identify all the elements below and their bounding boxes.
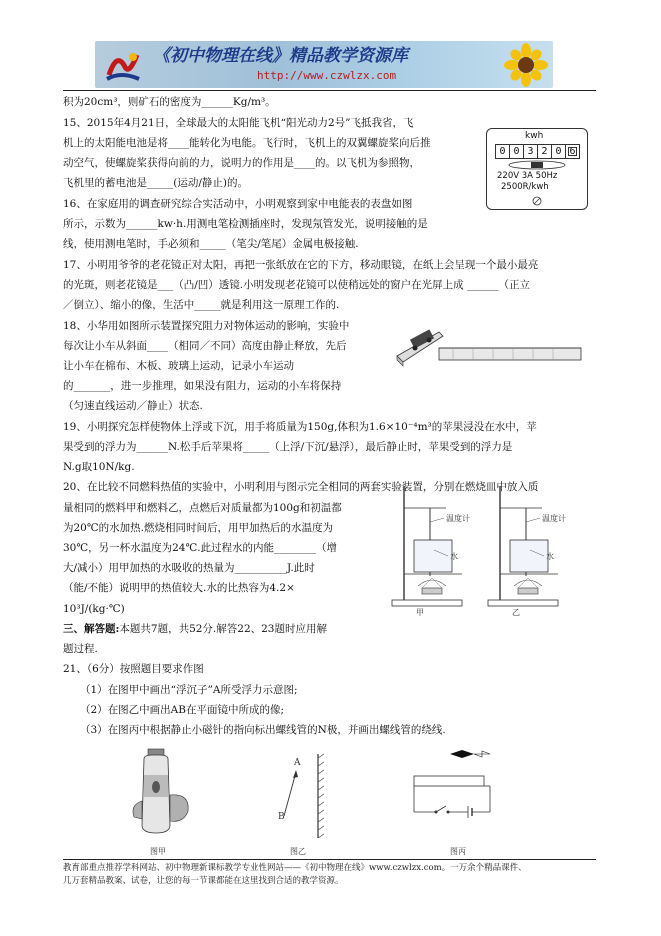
q18-line-1: 18、小华用如图所示装置探究阻力对物体运动的影响，实验中	[63, 320, 350, 332]
q20-line-7: 10³J/(kg·℃)	[63, 603, 125, 615]
banner-title: 《初中物理在线》精品教学资源库	[153, 46, 408, 66]
meter-screw-icon	[531, 195, 543, 207]
q18-line-2: 每次让小车从斜面____（相同／不同）高度由静止释放，先后	[63, 340, 347, 352]
site-logo-icon	[103, 45, 143, 85]
water-label-right: 水	[546, 552, 554, 561]
meter-digit-decimal: 6	[566, 145, 579, 158]
q18-line-5: （匀速直线运动／静止）状态.	[63, 400, 203, 412]
q19-line-2: 果受到的浮力为______N.松手后苹果将_____（上浮/下沉/悬浮），最后静止时，苹果受到的浮力是	[63, 441, 513, 453]
sunflower-icon	[503, 43, 549, 87]
meter-rate: 2500R/kwh	[501, 182, 549, 192]
caption-figure-yi: 图乙	[290, 847, 306, 856]
q21-part-3: （3）在图丙中根据静止小磁针的指向标出螺线管的N极，并画出螺线管的绕线.	[80, 724, 446, 736]
section-3-heading: 三、解答题:	[63, 623, 120, 635]
caption-figure-bing: 图丙	[450, 847, 466, 856]
q20-line-1: 20、在比较不同燃料热值的实验中，小明利用与图示完全相同的两套实验装置，分别在燃烧皿中放入质	[63, 481, 539, 493]
q19-line-3: N.g取10N/kg.	[63, 461, 135, 473]
thermometer-label-left: 温度计	[446, 514, 470, 523]
solenoid-figure	[398, 742, 506, 842]
thermometer-label-right: 温度计	[542, 514, 566, 523]
q15-line-2: 机上的太阳能电池是将____能转化为电能。飞行时，飞机上的双翼螺旋桨向后推	[63, 137, 431, 149]
q20-line-6: （能/不能）说明甲的热值较大.水的比热容为4.2×	[63, 582, 295, 594]
q15-line-1: 15、2015年4月21日，全球最大的太阳能飞机“阳光动力2号”飞抵我省，飞	[63, 117, 414, 129]
q17-line-1: 17、小明用爷爷的老花镜正对太阳，再把一张纸放在它的下方，移动眼镜，在纸上会呈现一个最小最亮	[63, 259, 539, 271]
water-label-left: 水	[450, 552, 458, 561]
diver-bottle-figure	[130, 745, 194, 845]
burner-caption-left: 甲	[416, 608, 424, 617]
q19-line-1: 19、小明探究怎样使物体上浮或下沉，用手将质量为150g,体积为1.6×10⁻⁴m³的苹果浸没在水中，苹	[63, 421, 537, 433]
section-3-intro: 本题共7题，共52分.解答22、23题时应用解	[119, 623, 327, 635]
q21-title: 21、（6分）按照题目要求作图	[63, 663, 204, 675]
burner-right-apparatus	[488, 486, 558, 606]
q16-line-3: 线，使用测电笔时，手必须和_____（笔尖/笔尾）金属电极接触.	[63, 238, 359, 250]
meter-digit: 2	[538, 145, 552, 158]
section-3-line-2: 题过程.	[63, 643, 98, 655]
q18-line-4: 的_______，进一步推理，如果没有阻力，运动的小车将保持	[63, 380, 342, 392]
q18-line-3: 让小车在棉布、木板、玻璃上运动，记录小车运动	[63, 360, 294, 372]
point-a-label: A	[294, 758, 301, 768]
meter-unit: kwh	[525, 131, 544, 141]
q21-part-1: （1）在图甲中画出“浮沉子”A所受浮力示意图;	[80, 684, 298, 696]
q20-line-5: 大/减小）用甲加热的水吸收的热量为__________J.此时	[63, 562, 315, 574]
burner-left-apparatus	[392, 486, 462, 606]
q20-line-3: 为20℃的水加热.燃烧相同时间后，用甲加热后的水温度为	[63, 522, 333, 534]
q20-line-2: 量相同的燃料甲和燃料乙，点燃后对质量都为100g和初温都	[63, 502, 342, 514]
caption-figure-jia: 图甲	[150, 847, 166, 856]
banner-url: http://www.czwlzx.com	[257, 69, 397, 82]
footer-rule	[63, 859, 596, 860]
q15-line-3: 动空气，使螺旋桨获得向前的力，说明力的作用是____的。以飞机为参照物，	[63, 157, 420, 169]
section-3-heading-line	[63, 624, 327, 635]
electric-meter-figure	[486, 128, 588, 210]
meter-digits	[495, 144, 580, 159]
q15-line-4: 飞机里的蓄电池是_____(运动/静止)的。	[63, 177, 248, 189]
q17-line-2: 的光斑，则老花镜是___（凸/凹）透镜.小明发现老花镜可以使稍远处的窗户在光屏上成 ______（正立	[63, 279, 530, 291]
meter-digit: 0	[510, 145, 524, 158]
text-line-1: 积为20cm³，则矿石的密度为______Kg/m³。	[63, 96, 276, 108]
meter-digit: 3	[524, 145, 538, 158]
meter-spec: 220V 3A 50Hz	[497, 171, 558, 181]
meter-dial-icon	[507, 160, 567, 170]
q17-line-3: ／倒立）、缩小的像，生活中_____就是利用这一原理工作的.	[63, 299, 340, 311]
meter-digit: 0	[552, 145, 566, 158]
header-banner	[95, 41, 553, 88]
ramp-cart-figure	[393, 322, 585, 370]
burner-caption-right: 乙	[512, 608, 520, 617]
q16-line-2: 所示，示数为______kw·h.用测电笔检测插座时，发现氖管发光，说明接触的是	[63, 218, 428, 230]
mirror-figure	[270, 750, 340, 842]
footer-line-1: 教育部重点推荐学科网站、初中物理新课标教学专业性网站——《初中物理在线》www.czwlzx.com。一万余个精品课件、	[63, 863, 527, 873]
q21-part-2: （2）在图乙中画出AB在平面镜中所成的像;	[80, 704, 285, 716]
header-rule	[63, 90, 596, 91]
q20-line-4: 30℃，另一杯水温度为24℃.此过程水的内能________（增	[63, 542, 338, 554]
footer-line-2: 几万套精品教案、试卷，让您的每一节课都能在这里找到合适的教学资源。	[63, 876, 344, 886]
point-b-label: B	[278, 812, 285, 822]
burner-experiment-figure	[388, 478, 593, 623]
q16-line-1: 16、在家庭用的调查研究综合实活动中，小明观察到家中电能表的表盘如图	[63, 198, 413, 210]
meter-digit: 0	[496, 145, 510, 158]
